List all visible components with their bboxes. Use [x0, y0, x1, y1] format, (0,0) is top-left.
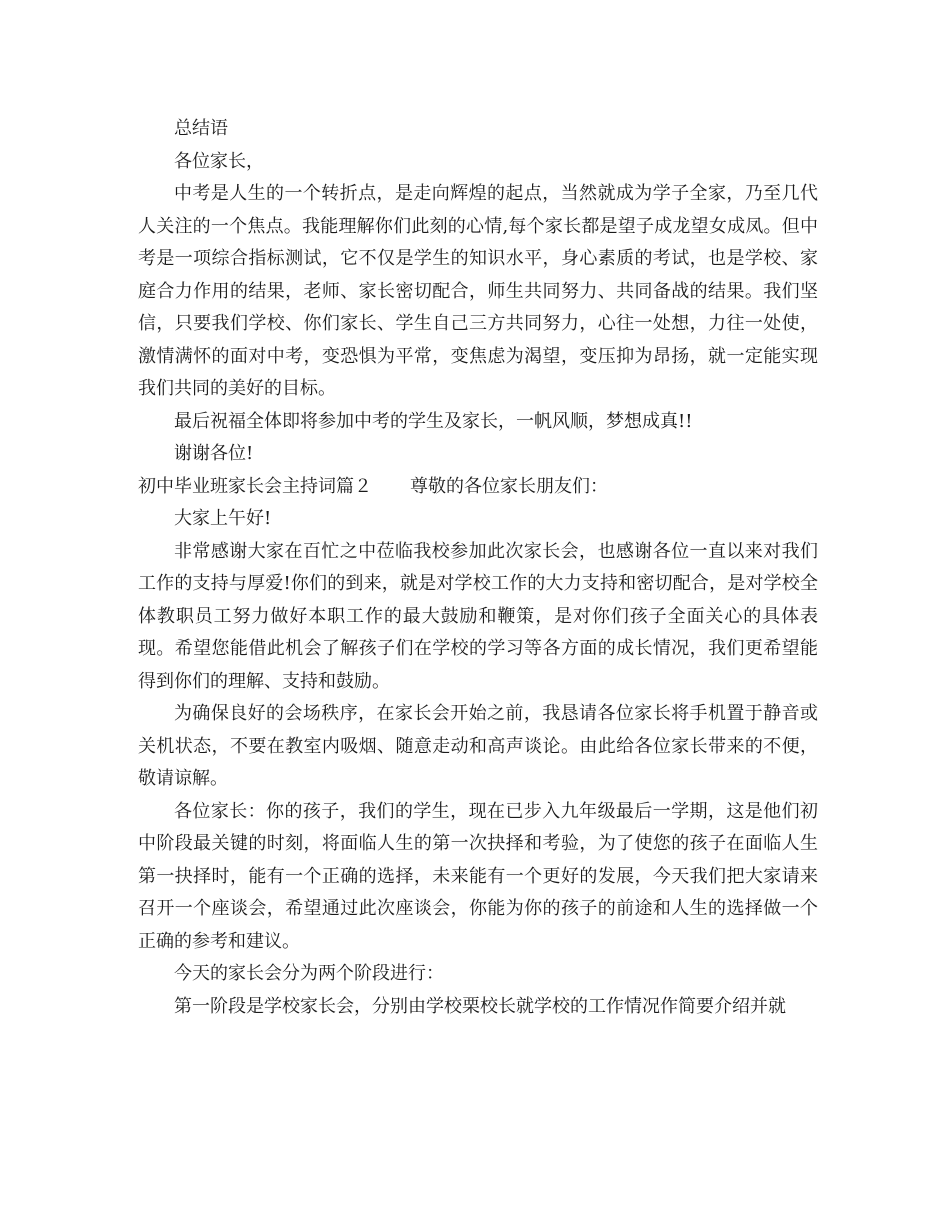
paragraph-students: 各位家长：你的孩子，我们的学生，现在已步入九年级最后一学期，这是他们初中阶段最关键的时刻，将面临人生的第一次抉择和考验，为了使您的孩子在面临人生第一抉择时，能有一个正确的选择，未来能有一个更好的发展，今天我们把大家请来召开一个座谈会，希望通过此次座谈会，你能为你的孩子的前途和人生的选择做一个正确的参考和建议。 [138, 800, 818, 952]
paragraph-stage-one: 第一阶段是学校家长会，分别由学校栗校长就学校的工作情况作简要介绍并就 [174, 995, 786, 1017]
paragraph-gratitude: 非常感谢大家在百忙之中莅临我校参加此次家长会，也感谢各位一直以来对我们工作的支持与厚爱!你们的到来，就是对学校工作的大力支持和密切配合，是对学校全体教职员工努力做好本职工作的最大鼓励和鞭策，是对你们孩子全面关心的具体表现。希望您能借此机会了解孩子们在学校的学习等各方面的成长情况，我们更希望能得到你们的理解、支持和鼓励。 [138, 540, 818, 692]
paragraph-thanks: 谢谢各位! [174, 443, 254, 464]
paragraph-good-morning: 大家上午好! [174, 508, 272, 529]
paragraph-exam-importance: 中考是人生的一个转折点，是走向辉煌的起点，当然就成为学子全家，乃至几代人关注的一个焦点。我能理解你们此刻的心情,每个家长都是望子成龙望女成凤。但中考是一项综合指标测试，它不仅是学生的知识水平，身心素质的考试，也是学校、家庭合力作用的结果，老师、家长密切配合，师生共同努力、共同备战的结果。我们坚信，只要我们学校、你们家长、学生自己三方共同努力，心往一处想，力往一处使，激情满怀的面对中考，变恐惧为平常，变焦虑为渴望，变压抑为昂扬，就一定能实现我们共同的美好的目标。 [138, 183, 818, 399]
paragraph-stages: 今天的家长会分为两个阶段进行： [174, 963, 444, 984]
document-page [138, 113, 818, 1023]
section-title-line [138, 471, 818, 504]
paragraph-salutation: 各位家长， [174, 150, 264, 172]
paragraph-order: 为确保良好的会场秩序，在家长会开始之前，我恳请各位家长将手机置于静音或关机状态，不要在教室内吸烟、随意走动和高声谈论。由此给各位家长带来的不便，敬请谅解。 [138, 703, 818, 789]
paragraph-blessing: 最后祝福全体即将参加中考的学生及家长，一帆风顺，梦想成真!! [174, 410, 693, 432]
section-greeting: 尊敬的各位家长朋友们： [410, 475, 608, 497]
section-title: 初中毕业班家长会主持词篇２ [138, 475, 372, 497]
paragraph-summary-heading: 总结语 [174, 118, 228, 139]
